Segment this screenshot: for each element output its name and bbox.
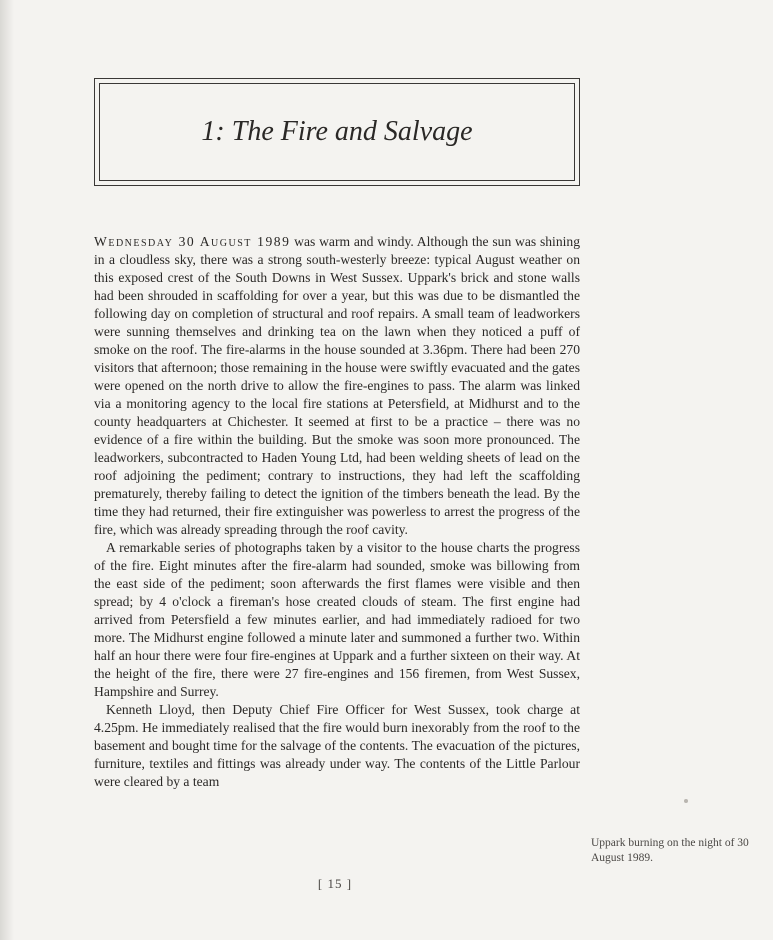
figure-caption: Uppark burning on the night of 30 August 1989.: [591, 837, 749, 864]
chapter-title-inner-frame: [99, 83, 575, 181]
margin-dot: [684, 799, 688, 803]
chapter-title-frame: [94, 78, 580, 186]
paragraph-1: [94, 233, 580, 539]
paragraph-1-text: was warm and windy. Although the sun was shining in a cloudless sky, there was a strong south-westerly breeze: typical August weather on this exposed crest of the South Downs in West Sussex. Uppark's brick and stone walls had been shrouded in scaffolding for over a year, but this was due to be dismantled the following day on completion of structural and roof repairs. A small team of leadworkers were sunning themselves and drinking tea on the lawn when they noticed a puff of smoke on the roof. The fire-alarms in the house sounded at 3.36pm. There had been 270 visitors that afternoon; those remaining in the house were swiftly evacuated and the gates were opened on the north drive to allow the fire-engines to pass. The alarm was linked via a monitoring agency to the local fire stations at Petersfield, at Midhurst and to the county headquarters at Chichester. It seemed at first to be a practice – there was no evidence of a fire within the building. But the smoke was soon more pronounced. The leadworkers, subcontracted to Haden Young Ltd, had been welding sheets of lead on the roof adjoining the pediment; contrary to instructions, they had left the scaffolding prematurely, thereby failing to detect the ignition of the timbers beneath the lead. By the time they had returned, their fire extinguisher was powerless to arrest the progress of the fire, which was already spreading through the roof cavity.: [94, 234, 580, 537]
page-number: [ 15 ]: [317, 876, 353, 891]
body-text: [94, 233, 580, 791]
paragraph-3: Kenneth Lloyd, then Deputy Chief Fire Officer for West Sussex, took charge at 4.25pm. He immediately realised that the fire would burn inexorably from the roof to the basement and bought time for the salvage of the contents. The evacuation of the pictures, furniture, textiles and fittings was already under way. The contents of the Little Parlour were cleared by a team: [94, 702, 580, 789]
page-edge-shadow: [0, 0, 14, 940]
paragraph-2: A remarkable series of photographs taken by a visitor to the house charts the progress of the fire. Eight minutes after the fire-alarm had sounded, smoke was billowing from the east side of the pediment; soon afterwards the first flames were visible and then spread; by 4 o'clock a fireman's hose created clouds of steam. The first engine had arrived from Petersfield a few minutes earlier, and had immediately radioed for two more. The Midhurst engine followed a minute later and summoned a further two. Within half an hour there were four fire-engines at Uppark and a further sixteen on their way. At the height of the fire, there were 27 fire-engines and 156 firemen, from West Sussex, Hampshire and Surrey.: [94, 540, 580, 699]
opening-smallcaps: Wednesday 30 August 1989: [94, 234, 291, 249]
chapter-title: 1: The Fire and Salvage: [201, 116, 473, 147]
